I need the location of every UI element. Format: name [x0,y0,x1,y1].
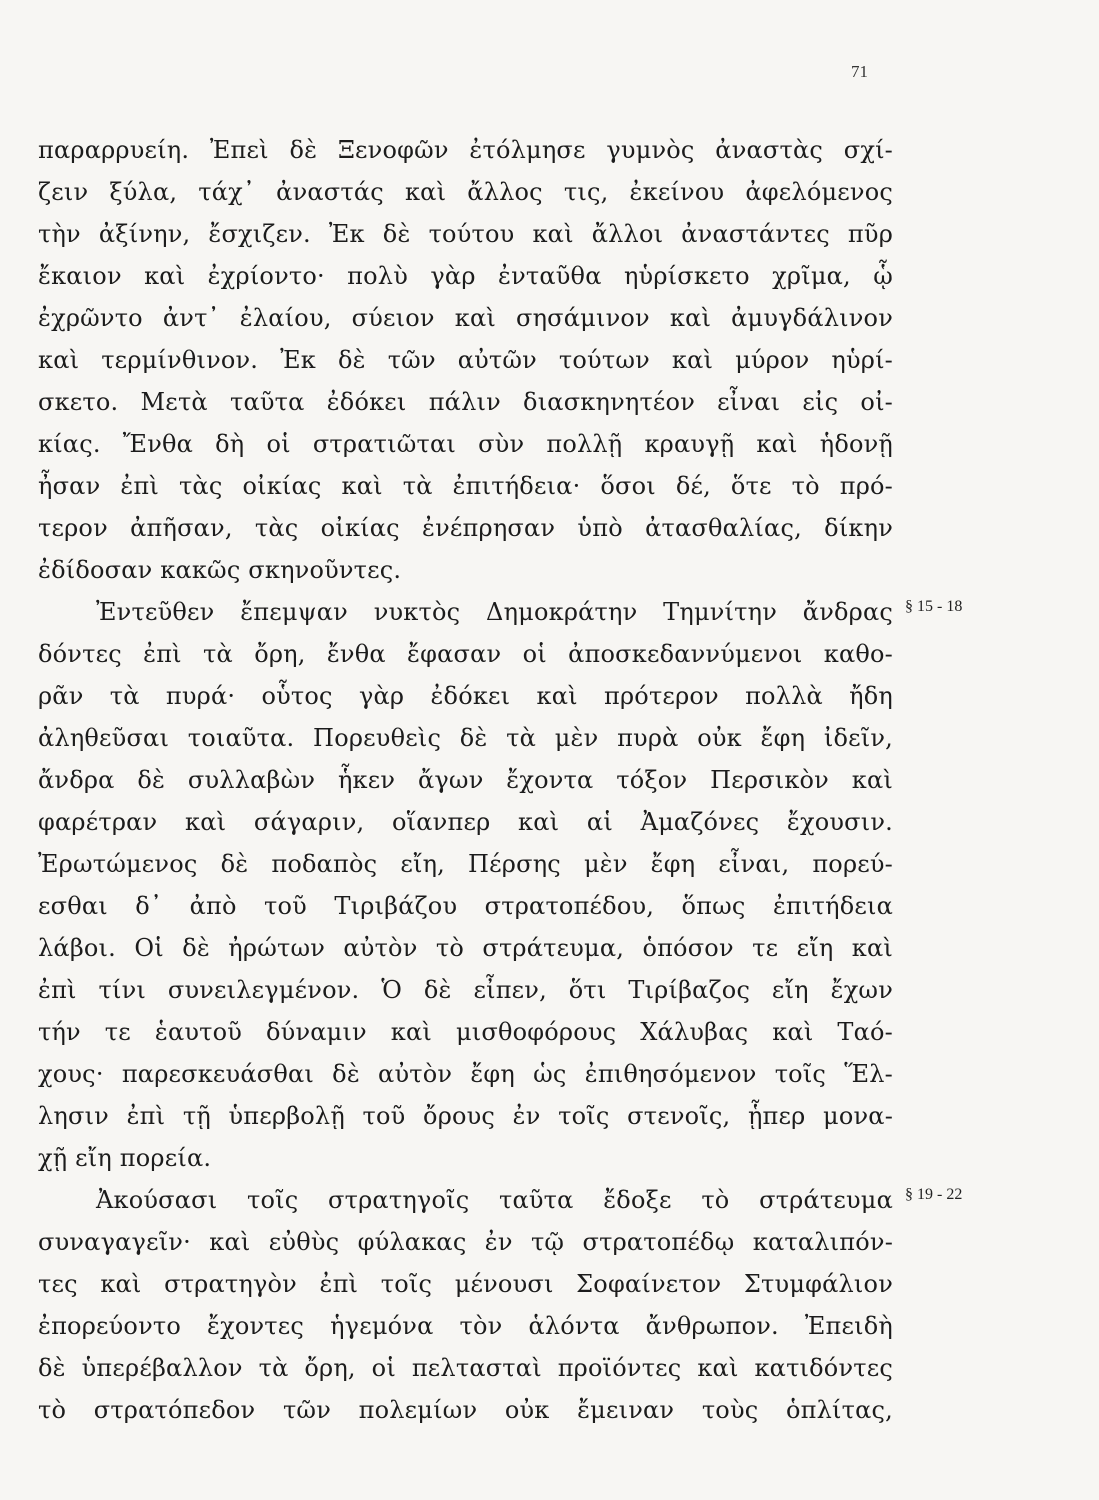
text-line: ἐπορεύοντο ἔχοντες ἡγεμόνα τὸν ἁλόντα ἄνθρωπον. Ἐπειδὴ [38,1312,893,1340]
text-line: λησιν ἐπὶ τῇ ὑπερβολῇ τοῦ ὄρους ἐν τοῖς στενοῖς, ᾗπερ μονα- [38,1102,893,1130]
text-line: δόντες ἐπὶ τὰ ὄρη, ἔνθα ἔφασαν οἱ ἀποσκεδαννύμενοι καθο- [38,640,893,668]
text-line: σκετο. Μετὰ ταῦτα ἐδόκει πάλιν διασκηνητέον εἶναι εἰς οἰ- [38,388,893,416]
text-line: ἐπὶ τίνι συνειλεγμένον. Ὁ δὲ εἶπεν, ὅτι Τιρίβαζος εἴη ἔχων [38,976,893,1004]
page-number: 71 [851,62,868,81]
paragraph-start-line: Ἐντεῦθεν ἔπεμψαν νυκτὸς Δημοκράτην Τημνίτην ἄνδρας [96,598,893,626]
text-line: χους· παρεσκευάσθαι δὲ αὐτὸν ἔφη ὡς ἐπιθησόμενον τοῖς Ἕλ- [38,1060,893,1088]
text-line: φαρέτραν καὶ σάγαριν, οἵανπερ καὶ αἱ Ἀμαζόνες ἔχουσιν. [38,808,893,836]
text-line: τὸ στρατόπεδον τῶν πολεμίων οὐκ ἔμειναν τοὺς ὁπλίτας, [38,1396,893,1424]
text-line: ἐχρῶντο ἀντ᾽ ἐλαίου, σύειον καὶ σησάμινον καὶ ἀμυγδάλινον [38,304,893,332]
text-line: καὶ τερμίνθινον. Ἐκ δὲ τῶν αὐτῶν τούτων καὶ μύρον ηὑρί- [38,346,893,374]
text-line: κίας. Ἔνθα δὴ οἱ στρατιῶται σὺν πολλῇ κραυγῇ καὶ ἡδονῇ [38,430,893,458]
text-line: ζειν ξύλα, τάχ᾽ ἀναστάς καὶ ἄλλος τις, ἐκείνου ἀφελόμενος [38,178,893,206]
text-line: ἔκαιον καὶ ἐχρίοντο· πολὺ γὰρ ἐνταῦθα ηὑρίσκετο χρῖμα, ᾧ [38,262,893,290]
text-line: τήν τε ἑαυτοῦ δύναμιν καὶ μισθοφόρους Χάλυβας καὶ Ταό- [38,1018,893,1046]
text-line: ἐδίδοσαν κακῶς σκηνοῦντες. [38,556,402,584]
text-line: τὴν ἀξίνην, ἔσχιζεν. Ἐκ δὲ τούτου καὶ ἄλλοι ἀναστάντες πῦρ [38,220,893,248]
marginal-section-ref: § 15 - 18 [905,598,963,615]
text-line: χῇ εἴη πορεία. [38,1144,212,1172]
text-line: συναγαγεῖν· καὶ εὐθὺς φύλακας ἐν τῷ στρατοπέδῳ καταλιπόν- [38,1228,893,1256]
text-line: ρᾶν τὰ πυρά· οὗτος γὰρ ἐδόκει καὶ πρότερον πολλὰ ἤδη [38,682,893,710]
text-line: τερον ἀπῆσαν, τὰς οἰκίας ἐνέπρησαν ὑπὸ ἀτασθαλίας, δίκην [38,514,893,542]
text-line: λάβοι. Οἱ δὲ ἠρώτων αὐτὸν τὸ στράτευμα, ὁπόσον τε εἴη καὶ [38,934,893,962]
text-line: ἄνδρα δὲ συλλαβὼν ἧκεν ἄγων ἔχοντα τόξον Περσικὸν καὶ [38,766,893,794]
marginal-section-ref: § 19 - 22 [905,1186,963,1203]
text-line: ἦσαν ἐπὶ τὰς οἰκίας καὶ τὰ ἐπιτήδεια· ὅσοι δέ, ὅτε τὸ πρό- [38,472,893,500]
text-line: δὲ ὑπερέβαλλον τὰ ὄρη, οἱ πελτασταὶ προϊόντες καὶ κατιδόντες [38,1354,893,1382]
text-line: τες καὶ στρατηγὸν ἐπὶ τοῖς μένουσι Σοφαίνετον Στυμφάλιον [38,1270,893,1298]
paragraph-start-line: Ἀκούσασι τοῖς στρατηγοῖς ταῦτα ἔδοξε τὸ στράτευμα [96,1186,893,1214]
text-line: εσθαι δ᾽ ἀπὸ τοῦ Τιριβάζου στρατοπέδου, ὅπως ἐπιτήδεια [38,892,893,920]
text-line: ἀληθεῦσαι τοιαῦτα. Πορευθεὶς δὲ τὰ μὲν πυρὰ οὐκ ἔφη ἰδεῖν, [38,724,893,752]
text-line: παραρρυείη. Ἐπεὶ δὲ Ξενοφῶν ἐτόλμησε γυμνὸς ἀναστὰς σχί- [38,136,893,164]
text-line: Ἐρωτώμενος δὲ ποδαπὸς εἴη, Πέρσης μὲν ἔφη εἶναι, πορεύ- [38,850,893,878]
